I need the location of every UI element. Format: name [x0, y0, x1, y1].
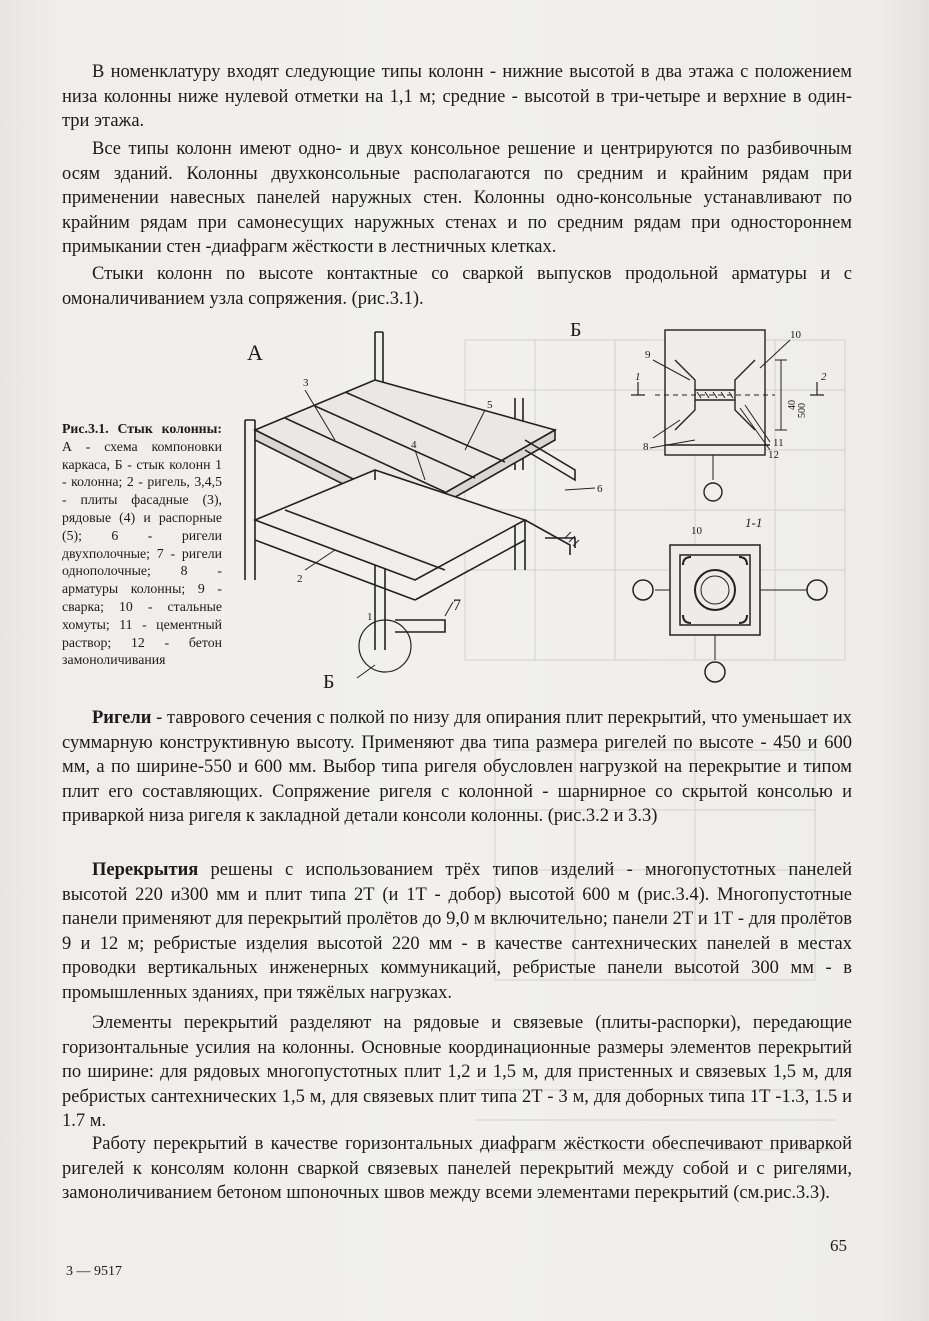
- callout-11: 11: [773, 437, 784, 449]
- section-1-1: [633, 545, 827, 682]
- paragraph-floors: Перекрытия решены с использованием трёх типов изделий - многопустотных панелей высотой 220 и300 мм и плит типа 2Т (и 1Т - добор) высотой 600 м (рис.3.4). Многопустотные панели применяют для перекрытий пролётов до 9,0 м включительно; панели 2Т и 1Т - для пролётов 9 и 12 м; ребристые изделия высотой 220 мм - в качестве сантехнических панелей в местах проводки вертикальных инженерных коммуникаций, ребристые панели высотой 300 мм - в промышленных зданиях, при тяжёлых нагрузках.: [62, 860, 852, 1003]
- frame-scheme-a: [245, 332, 595, 678]
- callout-1-right: 2: [821, 371, 827, 383]
- section-label: 1-1: [745, 515, 763, 530]
- paragraph-crossbars: Ригели - таврового сечения с полкой по низу для опирания плит перекрытий, что уменьшает их суммарную конструктивную высоту. Применяют два типа размера ригелей по высоте - 450 и 600 мм, а по ширине-550 и 600 мм. Выбор типа ригеля обусловлен нагрузкой на перекрытие и типом плит его составляющих. Сопряжение ригеля с колонной - шарнирное со скрытой консолью и приваркой низа ригеля к закладной детали консоли колонны. (рис.3.2 и 3.3): [62, 708, 852, 827]
- page-number: 65: [830, 1236, 847, 1255]
- figure-caption: [62, 420, 222, 669]
- callout-8: 8: [643, 441, 649, 453]
- figure-caption-title: Рис.3.1. Стык колонны:: [62, 421, 222, 436]
- callout-10: 10: [790, 329, 801, 341]
- label-b-top: Б: [570, 320, 582, 341]
- callout-9: 9: [645, 349, 651, 361]
- term-floors: Перекрытия: [92, 860, 199, 880]
- dim-500: 500: [797, 403, 808, 418]
- label-b-bottom: Б: [323, 671, 335, 693]
- dim-40: 40: [787, 400, 798, 410]
- callout-5: 5: [487, 399, 493, 411]
- callout-1: 1: [367, 611, 373, 623]
- callout-10-section: 10: [691, 525, 702, 537]
- term-crossbars: Ригели: [92, 708, 152, 728]
- callout-12: 12: [768, 449, 779, 461]
- paragraph-diaphragms: Работу перекрытий в качестве горизонтальных диафрагм жёсткости обеспечивают приваркой ригелей к консолям колонн сваркой связевых панелей перекрытий между собой и с ригелями, замоноличиванием бетоном шпоночных швов между всеми элементами перекрытий (см.рис.3.3).: [62, 1134, 852, 1204]
- callout-6: 6: [597, 483, 603, 495]
- label-a: А: [247, 340, 263, 365]
- joint-detail-b: [631, 330, 824, 501]
- callout-4: 4: [411, 439, 417, 451]
- paragraph-column-joints: Стыки колонн по высоте контактные со сваркой выпусков продольной арматуры и с омоналичиванием узла сопряжения. (рис.3.1).: [62, 264, 852, 309]
- figure-3-1: [225, 320, 845, 700]
- callout-3: 3: [303, 377, 309, 389]
- callout-1-left: 1: [635, 371, 641, 383]
- figure-caption-text: А - схема компоновки каркаса, Б - стык колонн 1 - колонна; 2 - ригель, 3,4,5 - плиты фасадные (3), рядовые (4) и распорные (5); 6 - ригели двухполочные; 7 - ригели однополочные; 8 - арматуры колонны; 9 - сварка; 10 - стальные хомуты; 11 - цементный раствор; 12 - бетон замоноличивания: [62, 438, 222, 668]
- print-signature: 3 — 9517: [66, 1264, 122, 1279]
- callout-7: 7: [453, 597, 461, 614]
- callout-2: 2: [297, 573, 303, 585]
- paragraph-floor-elements: Элементы перекрытий разделяют на рядовые и связевые (плиты-распорки), передающие горизонтальные усилия на колонны. Основные координационные размеры элементов перекрытий по ширине: для рядовых многопустотных плит 1,2 и 1,5 м, для пристенных и связевых 1,5 м, для ребристых сантехнических 1,5 м, для связевых плит типа 2Т - 3 м, для доборных типа 1Т -1.3, 1.5 и 1.7 м.: [62, 1013, 852, 1132]
- paragraph-column-consoles: Все типы колонн имеют одно- и двух консольное решение и центрируются по разбивочным осям зданий. Колонны двухконсольные располагаются по средним и крайним рядам при применении навесных панелей наружных стен. Колонны одно-консольные устанавливают по крайним рядам при самонесущих наружных стенах и по средним рядам при одностороннем примыкании стен -диафрагм жёсткости в лестничных клетках.: [62, 139, 852, 258]
- paragraph-column-types: В номенклатуру входят следующие типы колонн - нижние высотой в два этажа с положением низа колонны ниже нулевой отметки на 1,1 м; средние - высотой в три-четыре и верхние в один- три этажа.: [62, 62, 852, 132]
